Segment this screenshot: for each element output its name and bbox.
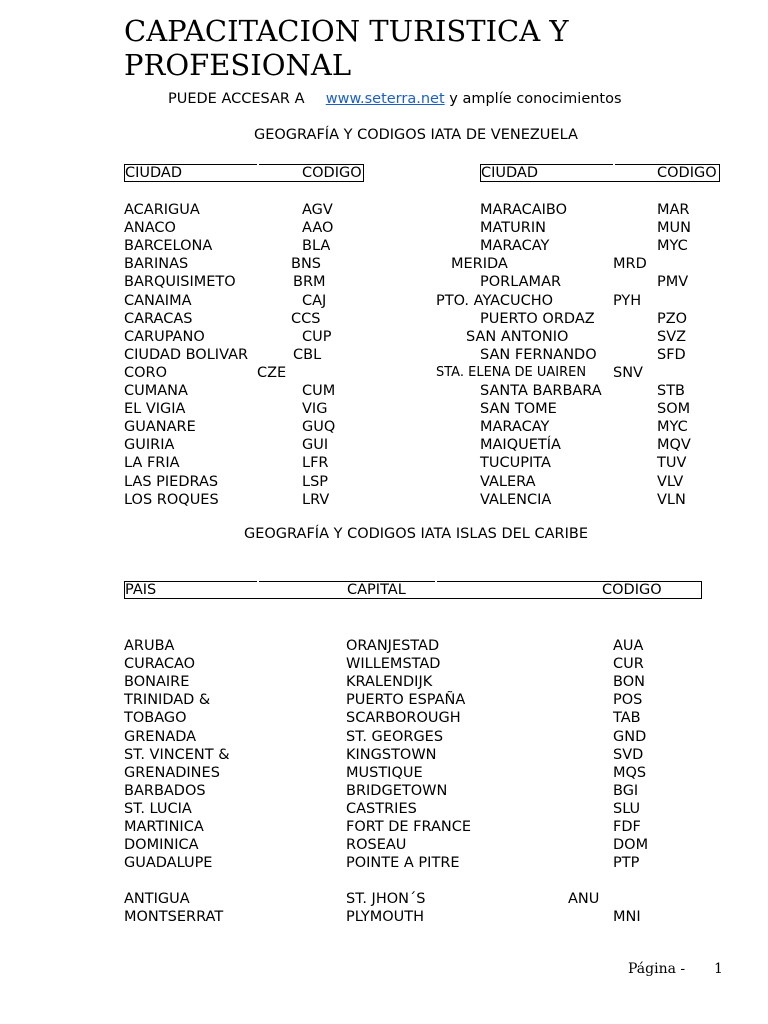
city-name: ANACO: [124, 220, 176, 237]
iata-code: LFR: [302, 455, 329, 472]
page-number: 1: [714, 961, 723, 977]
city-name: VALENCIA: [480, 491, 552, 508]
capital-name: PUERTO ESPAÑA: [346, 692, 466, 709]
iata-code: BON: [613, 674, 645, 691]
iata-code: MUN: [657, 220, 691, 237]
access-line: [168, 91, 622, 107]
city-name: PTO. AYACUCHO: [436, 292, 554, 309]
header-city: CIUDAD: [481, 165, 539, 181]
city-name: CANAIMA: [124, 292, 192, 309]
iata-code: CUR: [613, 656, 644, 673]
iata-code: BGI: [613, 782, 639, 799]
city-name: BARCELONA: [124, 238, 213, 255]
country-name: BONAIRE: [124, 674, 190, 691]
iata-code: SOM: [657, 401, 691, 418]
city-name: ACARIGUA: [124, 202, 200, 218]
iata-code: LRV: [302, 491, 330, 508]
iata-code: GUI: [302, 437, 329, 454]
city-name: TUCUPITA: [480, 455, 551, 472]
page-footer-label: Página -: [628, 961, 686, 977]
iata-code: CUM: [302, 383, 336, 399]
iata-code: MQS: [613, 764, 647, 781]
city-name: MATURIN: [480, 220, 546, 237]
capital-name: WILLEMSTAD: [346, 656, 441, 673]
country-name: MARTINICA: [124, 819, 204, 835]
city-name: LAS PIEDRAS: [124, 473, 219, 490]
city-name: SANTA BARBARA: [480, 383, 602, 399]
iata-code: SVD: [613, 746, 644, 763]
iata-code: LSP: [302, 473, 329, 490]
city-name: BARQUISIMETO: [124, 274, 236, 291]
city-name: BARINAS: [124, 256, 189, 273]
country-name: ANTIGUA: [124, 891, 190, 907]
iata-code: SVZ: [657, 328, 687, 345]
header-code: CODIGO: [602, 582, 662, 598]
country-name: ARUBA: [124, 638, 175, 654]
iata-code: CZE: [257, 364, 287, 381]
city-name: PORLAMAR: [480, 274, 562, 291]
city-name: CUMANA: [124, 383, 188, 399]
iata-code: CBL: [293, 346, 322, 363]
iata-code: VLV: [657, 473, 684, 490]
city-name: CARACAS: [124, 310, 193, 327]
iata-code: BNS: [291, 256, 321, 273]
city-name: SAN ANTONIO: [466, 328, 569, 345]
capital-name: MUSTIQUE: [346, 764, 423, 781]
capital-name: KINGSTOWN: [346, 746, 437, 763]
city-name: GUANARE: [124, 419, 196, 436]
country-name: MONTSERRAT: [124, 909, 224, 926]
iata-code: STB: [657, 383, 686, 399]
country-name: TOBAGO: [124, 710, 187, 727]
country-name: CURACAO: [124, 656, 196, 673]
city-name: MARACAIBO: [480, 202, 568, 218]
city-name: SAN FERNANDO: [480, 346, 597, 363]
header-code: CODIGO: [302, 165, 362, 181]
city-name: EL VIGIA: [124, 401, 186, 418]
iata-code: AGV: [302, 202, 333, 218]
iata-code: BRM: [293, 274, 326, 291]
iata-code: GND: [613, 728, 647, 745]
city-name: MAIQUETÍA: [480, 437, 561, 454]
capital-name: ST. GEORGES: [346, 728, 444, 745]
city-name: MERIDA: [451, 256, 508, 273]
iata-code: CCS: [291, 310, 321, 327]
capital-name: POINTE A PITRE: [346, 855, 460, 872]
capital-name: ST. JHON´S: [346, 891, 426, 907]
iata-code: TUV: [657, 455, 687, 472]
city-name: SAN TOME: [480, 401, 557, 418]
city-name: CARUPANO: [124, 328, 205, 345]
iata-code: CAJ: [302, 292, 327, 309]
city-name: MARACAY: [480, 419, 550, 436]
capital-name: KRALENDIJK: [346, 674, 433, 691]
seterra-link[interactable]: www.seterra.net: [325, 91, 445, 107]
country-name: DOMINICA: [124, 837, 199, 854]
iata-code: MAR: [657, 202, 690, 218]
page-title: CAPACITACION TURISTICA Y PROFESIONAL: [124, 14, 569, 82]
city-name: VALERA: [480, 473, 536, 490]
capital-name: ORANJESTAD: [346, 638, 440, 654]
iata-code: SFD: [657, 346, 686, 363]
access-prefix: PUEDE ACCESAR A: [168, 91, 305, 107]
iata-code: MNI: [613, 909, 641, 926]
city-name: LA FRIA: [124, 455, 180, 472]
iata-code: PYH: [613, 292, 642, 309]
city-name: MARACAY: [480, 238, 550, 255]
iata-code: FDF: [613, 819, 641, 835]
iata-code: DOM: [613, 837, 649, 854]
iata-code: TAB: [613, 710, 641, 727]
city-name: GUIRIA: [124, 437, 175, 454]
iata-code: CUP: [302, 328, 332, 345]
iata-code: PTP: [613, 855, 640, 872]
country-name: ST. LUCIA: [124, 800, 192, 817]
country-name: GRENADINES: [124, 764, 220, 781]
capital-name: FORT DE FRANCE: [346, 819, 472, 835]
iata-code: SLU: [613, 800, 641, 817]
capital-name: PLYMOUTH: [346, 909, 425, 926]
iata-code: MRD: [613, 256, 647, 273]
venezuela-right-header: [480, 164, 720, 182]
iata-code: MYC: [657, 238, 688, 255]
iata-code: GUQ: [302, 419, 336, 436]
capital-name: CASTRIES: [346, 800, 417, 817]
iata-code: POS: [613, 692, 643, 709]
city-name: PUERTO ORDAZ: [480, 310, 595, 327]
capital-name: ROSEAU: [346, 837, 407, 854]
city-name: LOS ROQUES: [124, 491, 219, 508]
caribbean-heading: GEOGRAFÍA Y CODIGOS IATA ISLAS DEL CARIBE: [244, 526, 588, 542]
venezuela-left-header: [124, 164, 364, 182]
iata-code: VLN: [657, 491, 686, 508]
city-name: CORO: [124, 364, 168, 381]
iata-code: MYC: [657, 419, 688, 436]
header-capital: CAPITAL: [347, 582, 406, 598]
country-name: GUADALUPE: [124, 855, 213, 872]
iata-code: PMV: [657, 274, 689, 291]
capital-name: BRIDGETOWN: [346, 782, 448, 799]
capital-name: SCARBOROUGH: [346, 710, 461, 727]
venezuela-heading: GEOGRAFÍA Y CODIGOS IATA DE VENEZUELA: [254, 127, 578, 143]
iata-code: ANU: [568, 891, 600, 907]
city-name: STA. ELENA DE UAIREN: [436, 364, 587, 380]
country-name: ST. VINCENT &: [124, 746, 230, 763]
header-city: CIUDAD: [125, 165, 183, 181]
city-name: CIUDAD BOLIVAR: [124, 346, 249, 363]
iata-code: BLA: [302, 238, 331, 255]
caribbean-header: [124, 581, 702, 599]
iata-code: PZO: [657, 310, 688, 327]
iata-code: SNV: [613, 364, 643, 381]
iata-code: AAO: [302, 220, 334, 237]
country-name: TRINIDAD &: [124, 692, 211, 709]
header-country: PAIS: [125, 582, 157, 598]
iata-code: VIG: [302, 401, 328, 418]
access-suffix: y amplíe conocimientos: [449, 91, 622, 107]
iata-code: MQV: [657, 437, 691, 454]
header-code: CODIGO: [657, 165, 717, 181]
country-name: GRENADA: [124, 728, 197, 745]
iata-code: AUA: [613, 638, 644, 654]
country-name: BARBADOS: [124, 782, 206, 799]
